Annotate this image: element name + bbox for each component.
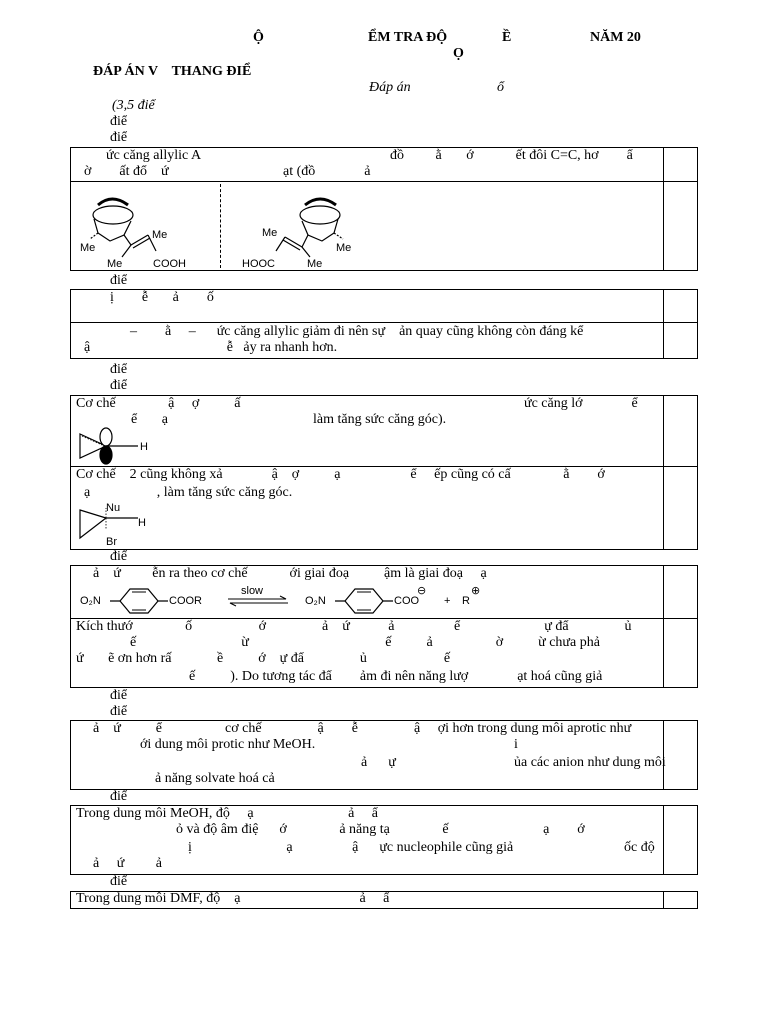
ester-ring-drawing [108,585,178,617]
bromine-label: Br [106,536,117,548]
minus-charge: ⊖ [417,585,427,597]
dashed-separator [220,184,221,268]
allylic-text-2a: ờ ất đổ ứ [84,164,169,179]
hydrolysis-row-3: ế ừ ế ả ờ ừ chưa phả [130,635,600,650]
ester-group: COOR [169,595,202,607]
meoh-row-2: ỏ và độ âm điệ ớ ả năng tạ ế ạ ớ [176,822,585,837]
cation-orbital-drawing [76,428,146,464]
meoh-row-3b: ốc độ [624,840,655,855]
score-label-5: điể [110,378,128,393]
solvent-row-4: ả năng solvate hoá cả [155,771,275,786]
m1-methyl-2: Me [152,229,168,241]
rotation-row-2a: – ằ – ức căng allylic giảm đi nên sự ản quay cũng không còn đáng kể [130,324,584,339]
score-label-1: điể [110,114,128,129]
m1-methyl-3: Me [107,258,123,270]
rotation-row-2b: ậ ễ ảy ra nhanh hơn. [84,340,338,355]
m1-methyl-1: Me [80,242,96,254]
m2-methyl-2: Me [336,242,352,254]
dmf-row-1: Trong dung môi DMF, độ ạ ả ẩ [76,891,390,906]
score-label-7: điể [110,688,128,703]
answer-label-2: ổ [497,80,504,95]
m2-methyl-1: Me [262,227,278,239]
table-divider [663,147,664,271]
question-points: (3,5 điể [112,98,155,113]
solvent-row-3: ả ự [361,755,396,770]
score-label-6: điể [110,549,128,564]
rotation-row-1: ị ễ ả ố [110,290,214,305]
table-rule [70,181,698,182]
hydrolysis-row-2: Kích thướ ố ớ ả ứ ả ể ự đẩ ủ [76,619,632,634]
mechanism-row-1a: Cơ chế ậ ợ ấ [76,396,241,411]
carboxylate-group: COO [394,595,420,607]
score-label-10: điể [110,874,128,889]
mechanism-row-2a: Cơ chế 2 cũng không xả ậ ợ ạ ể ếp cũng có cấ ằ ớ [76,467,605,482]
carboxylate-ring-drawing [333,585,403,617]
table-divider [663,891,664,909]
hydrolysis-row-5: ế ). Do tương tác đẩ ảm đi nên năng lượ ạt hoá cũng giả [189,669,603,684]
header-year: NĂM 20 [590,30,641,45]
mechanism-row-1c: ể ạ [131,412,168,427]
score-label-2: điể [110,130,128,145]
header-fragment-2: ỂM TRA ĐỘ [368,30,448,45]
nitro-group-1: O₂N [80,595,101,607]
allylic-text-2b: ạt (đồ ả [283,164,371,179]
table-divider [663,395,664,550]
equilibrium-arrows [226,596,290,606]
mechanism-row-1d: làm tăng sức căng góc). [313,412,447,427]
solvent-row-3b: ủa các anion như dung môi [514,755,666,770]
meoh-row-1: Trong dung môi MeOH, độ ạ ả ẩ [76,806,379,821]
m1-carboxyl: COOH [153,258,186,270]
mechanism-row-1b: ức căng lớ ể [524,396,638,411]
score-label-9: điể [110,789,128,804]
table-divider [663,565,664,688]
nucleophile-label: Nu [106,502,121,514]
solvent-row-1: ả ứ ể cơ chế ậ ễ ậ ợi hơn trong dung môi aprotic như [93,721,632,736]
score-label-8: điể [110,704,128,719]
header-fragment-3: Ề [502,30,512,45]
allylic-text-1a: ức căng allylic A [106,148,202,163]
solvent-row-2b: i [514,737,518,752]
answer-title: ĐÁP ÁN V THANG ĐIỂ [93,64,252,79]
slow-label: slow [241,585,264,597]
ts-hydrogen: H [138,517,146,529]
score-label-4: điể [110,362,128,377]
table-divider [663,805,664,875]
header-fragment-1: Ộ [253,30,264,45]
meoh-row-3: ị ạ ậ ực nucleophile cũng giả [188,840,514,855]
header-fragment-5: Ọ [453,46,464,61]
allylic-text-1b: đồ ằ ớ ết đôi C=C, hơ ẩ [390,148,633,163]
nitro-group-2: O₂N [305,595,326,607]
plus-sign: + [444,595,451,607]
answer-label: Đáp án [369,80,411,95]
hydrolysis-row-1: ả ứ ễn ra theo cơ chế ới giai đoạ ậm là giai đoạ ạ [93,566,487,581]
alkyl-group: R [462,595,470,607]
cation-hydrogen: H [140,441,148,453]
table-rule [70,322,698,323]
table-divider [663,289,664,359]
solvent-row-2: ới dung môi protic như MeOH. [140,737,316,752]
score-label-3: điể [110,273,128,288]
molecule-1-drawing [76,195,216,270]
plus-charge: ⊕ [471,585,481,597]
m2-methyl-3: Me [307,258,323,270]
mechanism-row-2b: ạ , làm tăng sức căng góc. [84,485,293,500]
meoh-row-4: ả ứ ả [93,856,163,871]
m2-carboxyl: HOOC [242,258,275,270]
hydrolysis-row-4: ứ ẽ ơn hơn rấ ề ớ ự đẩ ủ ế [76,651,451,666]
